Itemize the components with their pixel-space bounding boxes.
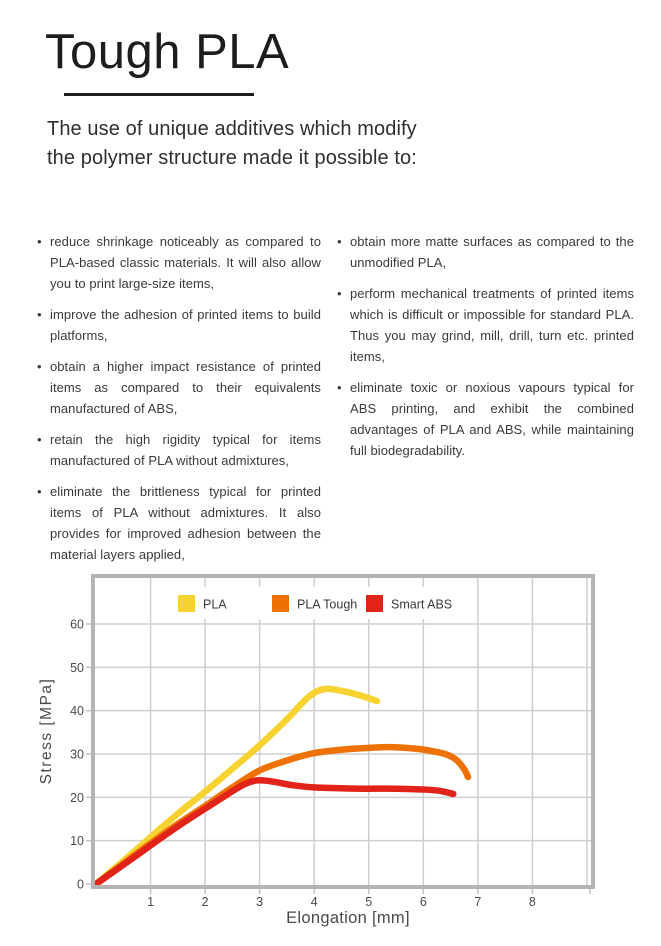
bullet-text: retain the high rigidity typical for items manufactured of PLA without admixtures, — [50, 432, 321, 468]
bullet-column-left — [37, 231, 321, 575]
x-tick-label: 2 — [201, 895, 209, 909]
x-tick-label: 4 — [310, 895, 318, 909]
y-tick-label: 60 — [70, 617, 84, 632]
list-item — [37, 481, 321, 565]
list-item — [37, 356, 321, 419]
list-item — [337, 283, 634, 367]
x-tick-label: 7 — [474, 895, 482, 909]
title-underline — [64, 93, 254, 96]
intro-line-1: The use of unique additives which modify — [47, 118, 417, 140]
x-axis-title: Elongation [mm] — [286, 909, 410, 927]
x-tick-label: 8 — [528, 895, 536, 909]
y-tick-label: 20 — [70, 790, 84, 805]
legend-label: Smart ABS — [391, 597, 453, 612]
bullet-text: reduce shrinkage noticeably as compared to PLA-based classic materials. It will also allow you to print large-size items, — [50, 234, 321, 291]
intro-text — [47, 115, 417, 172]
bullet-marker: • — [337, 380, 342, 395]
legend-label: PLA — [203, 597, 227, 612]
bullet-text: obtain a higher impact resistance of printed items as compared to their equivalents manufactured of ABS, — [50, 359, 321, 416]
bullet-marker: • — [337, 234, 342, 249]
list-item — [37, 429, 321, 471]
list-item — [37, 231, 321, 294]
x-tick-label: 1 — [147, 895, 155, 909]
bullet-text: improve the adhesion of printed items to build platforms, — [50, 307, 321, 343]
chart-svg — [20, 565, 640, 940]
y-tick-label: 10 — [70, 834, 84, 849]
legend-swatch-smart-abs — [366, 595, 383, 612]
bullet-marker: • — [37, 484, 42, 499]
y-axis-title: Stress [MPa] — [38, 677, 55, 785]
x-tick-label: 5 — [365, 895, 373, 909]
y-tick-label: 0 — [77, 877, 84, 892]
bullet-marker: • — [37, 234, 42, 249]
bullet-text: perform mechanical treatments of printed items which is difficult or impossible for standard PLA. Thus you may grind, mill, drill, turn etc. printed items, — [350, 286, 634, 364]
legend-label: PLA Tough — [297, 597, 358, 612]
bullet-marker: • — [37, 432, 42, 447]
y-tick-label: 30 — [70, 747, 84, 762]
stress-elongation-chart — [20, 565, 640, 940]
x-tick-label: 3 — [256, 895, 264, 909]
x-tick-label: 6 — [419, 895, 427, 909]
bullet-marker: • — [337, 286, 342, 301]
bullet-text: eliminate toxic or noxious vapours typical for ABS printing, and exhibit the combined advantages of PLA and ABS, while maintaining full biodegradability. — [350, 380, 634, 458]
bullet-text: eliminate the brittleness typical for printed items of PLA without admixtures. It also provides for improved adhesion between the material layers applied, — [50, 484, 321, 562]
list-item — [37, 304, 321, 346]
list-item — [337, 377, 634, 461]
bullet-column-right — [337, 231, 634, 575]
bullet-marker: • — [37, 359, 42, 374]
y-tick-label: 40 — [70, 704, 84, 719]
list-item — [337, 231, 634, 273]
intro-line-2: the polymer structure made it possible to: — [47, 146, 417, 169]
bullet-columns — [37, 231, 634, 575]
legend-swatch-pla — [178, 595, 195, 612]
bullet-marker: • — [37, 307, 42, 322]
y-tick-label: 50 — [70, 660, 84, 675]
legend-swatch-pla-tough — [272, 595, 289, 612]
page-title: Tough PLA — [45, 25, 290, 79]
bullet-text: obtain more matte surfaces as compared to the unmodified PLA, — [350, 234, 634, 270]
